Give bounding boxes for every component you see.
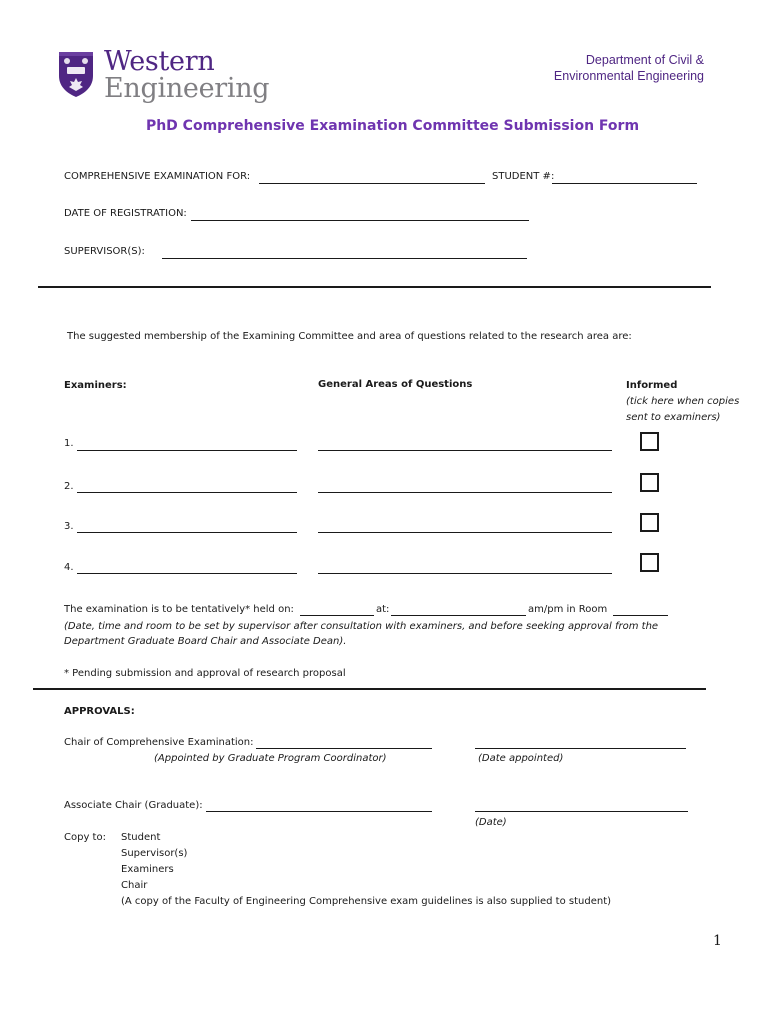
exam-scheduling-note-line-1: (Date, time and room to be set by supervisor after consultation with examiners, and before seeking approval from the — [64, 621, 659, 632]
page-number: 1 — [713, 933, 722, 949]
comp-exam-for-field[interactable] — [259, 183, 485, 184]
exam-at-label: at: — [376, 604, 390, 615]
informed-column-header: Informed — [626, 380, 678, 391]
examiner-row-number: 2. — [64, 481, 74, 492]
logo-wordmark-engineering: Engineering — [104, 73, 270, 104]
area-3-field[interactable] — [318, 532, 612, 533]
date-of-registration-label: DATE OF REGISTRATION: — [64, 208, 187, 219]
examiner-row-number: 1. — [64, 438, 74, 449]
supervisors-label: SUPERVISOR(S): — [64, 246, 145, 257]
informed-checkbox-3[interactable] — [640, 513, 659, 532]
copy-to-item: Student — [121, 832, 161, 843]
exam-held-on-label: The examination is to be tentatively* held on: — [64, 604, 294, 615]
section-divider-bottom — [33, 688, 706, 690]
exam-scheduling-note-line-2: Department Graduate Board Chair and Associate Dean). — [64, 636, 347, 647]
supervisors-field[interactable] — [162, 258, 527, 259]
date-appointed-field[interactable] — [475, 748, 686, 749]
logo-wordmark-western: Western — [104, 46, 215, 77]
informed-note-line-2: sent to examiners) — [626, 412, 721, 423]
examiners-column-header: Examiners: — [64, 380, 127, 391]
chair-label: Chair of Comprehensive Examination: — [64, 737, 254, 748]
exam-date-field[interactable] — [300, 615, 374, 616]
exam-time-field[interactable] — [391, 615, 526, 616]
copy-to-item: Examiners — [121, 864, 174, 875]
western-shield-logo — [57, 50, 95, 98]
examiner-4-field[interactable] — [77, 573, 297, 574]
examiner-2-field[interactable] — [77, 492, 297, 493]
comp-exam-for-label: COMPREHENSIVE EXAMINATION FOR: — [64, 171, 251, 182]
department-line-1: Department of Civil & — [585, 53, 704, 67]
date-appointed-label: (Date appointed) — [478, 753, 564, 764]
area-1-field[interactable] — [318, 450, 612, 451]
informed-note-line-1: (tick here when copies — [626, 396, 740, 407]
department-name — [554, 52, 704, 84]
form-title: PhD Comprehensive Examination Committee Submission Form — [145, 118, 640, 134]
copy-to-item: Chair — [121, 880, 148, 891]
exam-room-field[interactable] — [613, 615, 668, 616]
student-number-label: STUDENT #: — [492, 171, 555, 182]
membership-intro: The suggested membership of the Examining Committee and area of questions related to the research area are: — [67, 331, 632, 342]
copy-to-label: Copy to: — [64, 832, 106, 843]
informed-checkbox-1[interactable] — [640, 432, 659, 451]
date-label: (Date) — [475, 817, 507, 828]
date-of-registration-field[interactable] — [191, 220, 529, 221]
section-divider-top — [38, 286, 711, 288]
examiner-1-field[interactable] — [77, 450, 297, 451]
examiner-row-number: 3. — [64, 521, 74, 532]
approvals-heading: APPROVALS: — [64, 706, 135, 717]
associate-chair-signature-field[interactable] — [206, 811, 432, 812]
informed-checkbox-2[interactable] — [640, 473, 659, 492]
copy-to-item: Supervisor(s) — [121, 848, 188, 859]
student-number-field[interactable] — [552, 183, 697, 184]
informed-checkbox-4[interactable] — [640, 553, 659, 572]
area-4-field[interactable] — [318, 573, 612, 574]
area-2-field[interactable] — [318, 492, 612, 493]
associate-chair-label: Associate Chair (Graduate): — [64, 800, 203, 811]
associate-chair-date-field[interactable] — [475, 811, 688, 812]
chair-appointment-note: (Appointed by Graduate Program Coordinator) — [154, 753, 387, 764]
areas-column-header: General Areas of Questions — [318, 379, 473, 390]
examiner-3-field[interactable] — [77, 532, 297, 533]
exam-ampm-room-label: am/pm in Room — [528, 604, 608, 615]
copy-to-item: (A copy of the Faculty of Engineering Comprehensive exam guidelines is also supplied to student) — [121, 896, 612, 907]
examiner-row-number: 4. — [64, 562, 74, 573]
chair-signature-field[interactable] — [256, 748, 432, 749]
department-line-2: Environmental Engineering — [553, 69, 704, 83]
pending-note: * Pending submission and approval of research proposal — [64, 668, 346, 679]
